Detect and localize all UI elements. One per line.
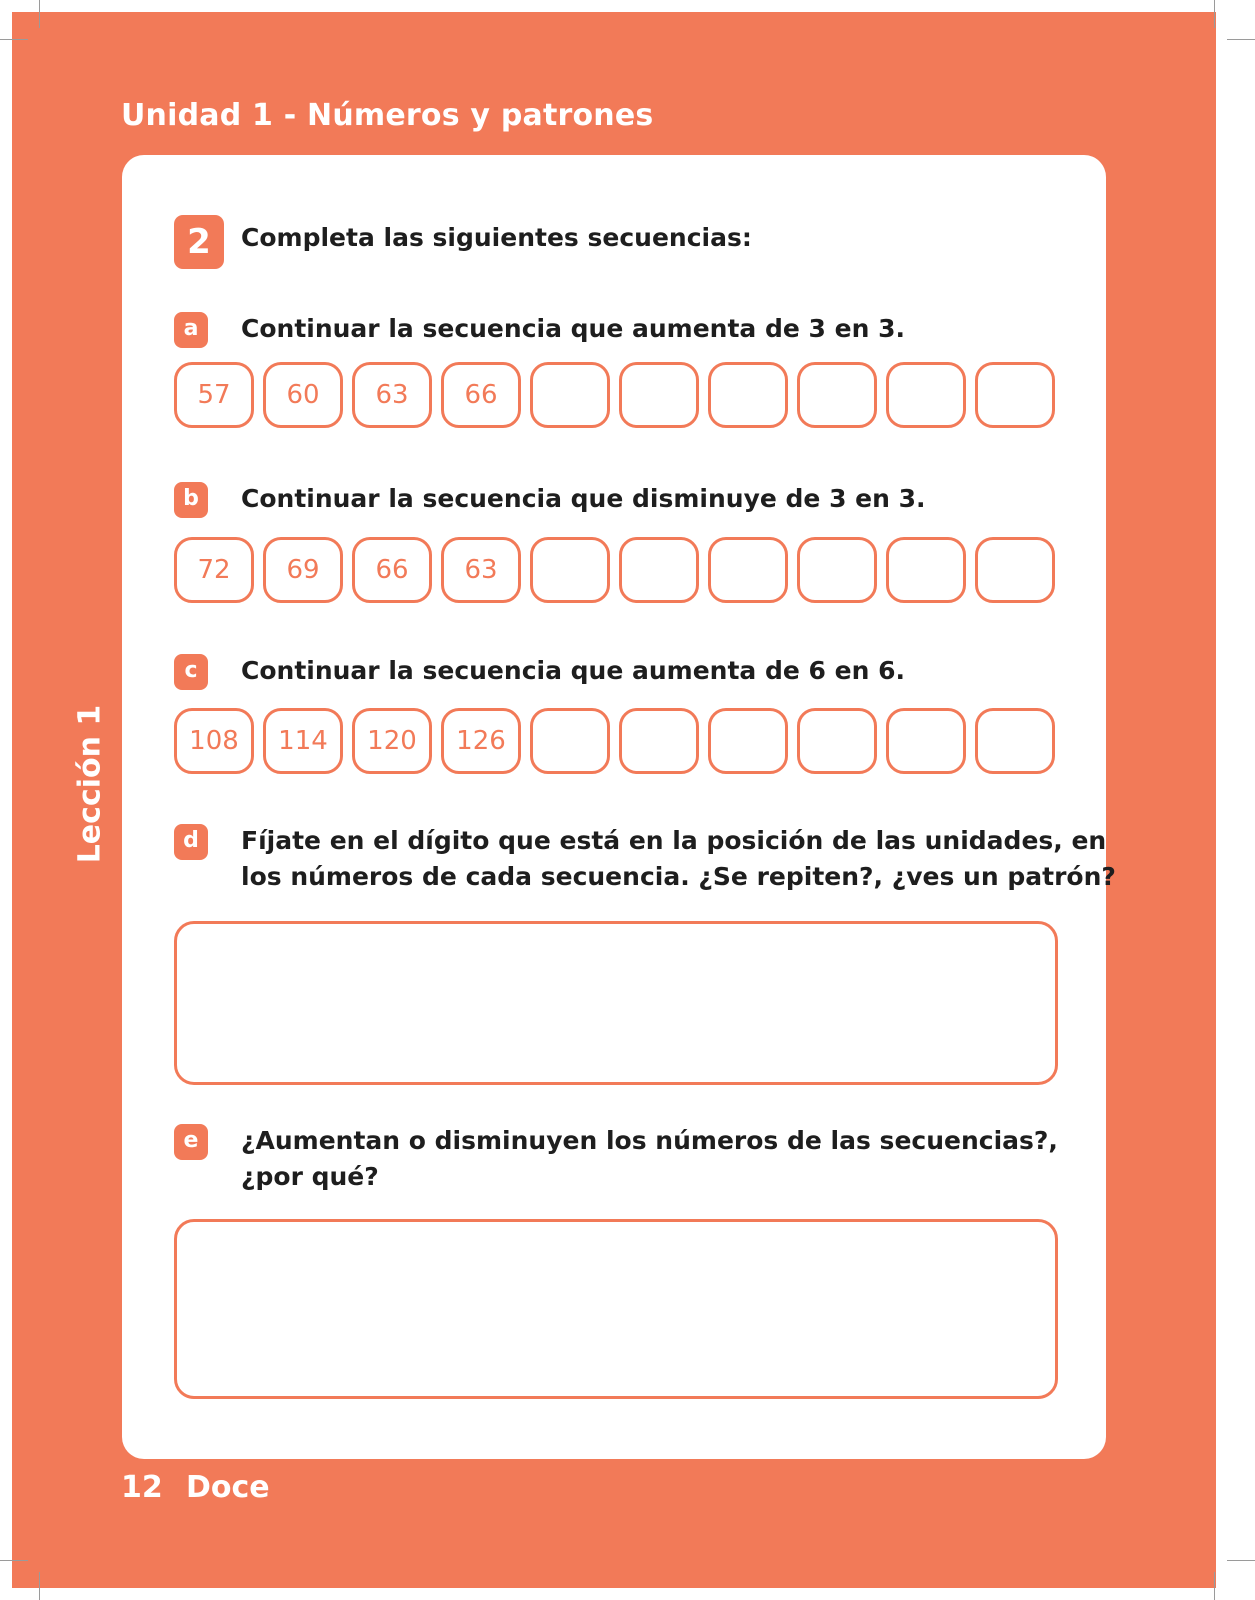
sequence-blank-box[interactable] xyxy=(975,362,1055,428)
lesson-side-label: Lección 1 xyxy=(72,704,108,864)
item-a-badge: a xyxy=(174,312,208,348)
item-b-badge: b xyxy=(174,482,208,518)
sequence-box: 66 xyxy=(441,362,521,428)
page-number-word: Doce xyxy=(186,1470,270,1505)
crop-mark xyxy=(0,1560,28,1561)
sequence-blank-box[interactable] xyxy=(619,537,699,603)
sequence-blank-box[interactable] xyxy=(975,708,1055,774)
sequence-blank-box[interactable] xyxy=(975,537,1055,603)
item-c-text: Continuar la secuencia que aumenta de 6 en 6. xyxy=(241,656,906,685)
sequence-blank-box[interactable] xyxy=(886,537,966,603)
sequence-box: 60 xyxy=(263,362,343,428)
unit-title: Unidad 1 - Números y patrones xyxy=(121,98,654,133)
item-e-badge: e xyxy=(174,1124,208,1160)
crop-mark xyxy=(1214,1572,1215,1600)
sequence-blank-box[interactable] xyxy=(619,708,699,774)
sequence-box: 57 xyxy=(174,362,254,428)
crop-mark xyxy=(0,39,28,40)
sequence-blank-box[interactable] xyxy=(619,362,699,428)
sequence-box: 114 xyxy=(263,708,343,774)
sequence-box: 72 xyxy=(174,537,254,603)
crop-mark xyxy=(1227,1560,1255,1561)
sequence-blank-box[interactable] xyxy=(886,708,966,774)
item-e-text-line2: ¿por qué? xyxy=(241,1162,379,1191)
crop-mark xyxy=(1227,39,1255,40)
sequence-blank-box[interactable] xyxy=(797,708,877,774)
sequence-box: 120 xyxy=(352,708,432,774)
crop-mark xyxy=(1214,0,1215,28)
sequence-box: 63 xyxy=(441,537,521,603)
item-b-text: Continuar la secuencia que disminuye de 3 en 3. xyxy=(241,484,926,513)
sequence-blank-box[interactable] xyxy=(708,362,788,428)
sequence-box: 108 xyxy=(174,708,254,774)
sequence-blank-box[interactable] xyxy=(797,537,877,603)
page-number: 12 xyxy=(121,1470,163,1505)
sequence-blank-box[interactable] xyxy=(708,708,788,774)
item-c-badge: c xyxy=(174,654,208,690)
item-d-text-line1: Fíjate en el dígito que está en la posición de las unidades, en xyxy=(241,826,1107,855)
exercise-number-badge: 2 xyxy=(174,215,224,269)
sequence-blank-box[interactable] xyxy=(530,537,610,603)
sequence-blank-box[interactable] xyxy=(530,362,610,428)
item-d-text-line2: los números de cada secuencia. ¿Se repiten?, ¿ves un patrón? xyxy=(241,862,1116,891)
item-d-badge: d xyxy=(174,824,208,860)
sequence-box: 66 xyxy=(352,537,432,603)
crop-mark xyxy=(39,1572,40,1600)
item-e-text-line1: ¿Aumentan o disminuyen los números de las secuencias?, xyxy=(241,1126,1058,1155)
sequence-blank-box[interactable] xyxy=(530,708,610,774)
answer-area-d[interactable] xyxy=(174,921,1058,1085)
answer-area-e[interactable] xyxy=(174,1219,1058,1399)
sequence-blank-box[interactable] xyxy=(886,362,966,428)
sequence-blank-box[interactable] xyxy=(708,537,788,603)
sequence-box: 126 xyxy=(441,708,521,774)
sequence-box: 69 xyxy=(263,537,343,603)
item-a-text: Continuar la secuencia que aumenta de 3 en 3. xyxy=(241,314,906,343)
sequence-blank-box[interactable] xyxy=(797,362,877,428)
exercise-instruction: Completa las siguientes secuencias: xyxy=(241,223,752,252)
sequence-box: 63 xyxy=(352,362,432,428)
crop-mark xyxy=(39,0,40,28)
